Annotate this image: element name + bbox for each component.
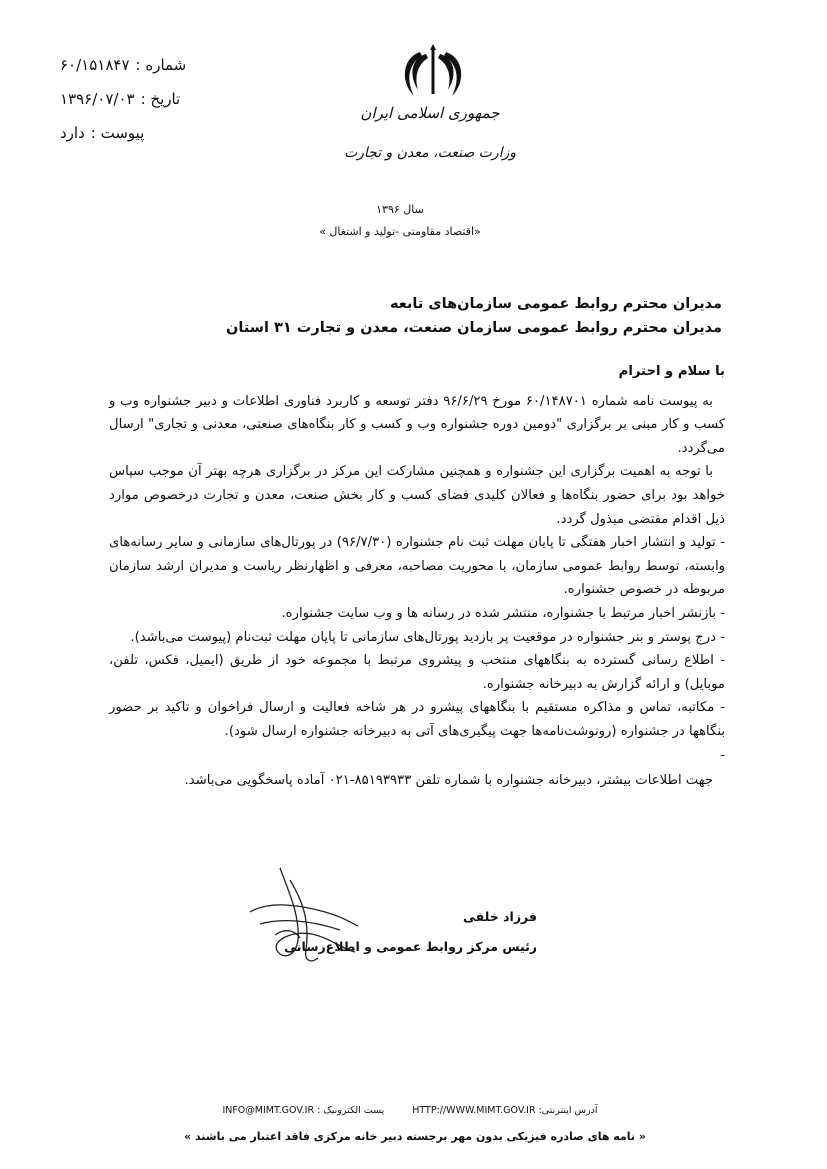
bullet-5: - مکاتبه، تماس و مذاکره مستقیم با بنگاههای پیشرو در هر شاخه فعالیت و ارسال فراخوان و تاکید بر حضور بنگاهها در جشنواره (رونوشت‌نامه‌ها جهت پیگیری‌های آتی به دبیرخانه جشنواره ارسال شود). [109, 700, 725, 739]
ministry-name: وزارت صنعت، معدن و تجارت [343, 145, 517, 161]
bullet-4: - اطلاع رسانی گسترده به بنگاههای منتخب و پیشروی مرتبط با مجموعه خود از طریق (ایمیل، فکس، تلفن، موبایل) و ارائه گزارش به دبیرخانه جشنواره. [109, 653, 725, 692]
letter-number-row [60, 48, 230, 82]
footer-contact [150, 1105, 670, 1116]
letter-attachment-row [60, 116, 230, 150]
bullet-6: - [720, 747, 725, 763]
footer-email [222, 1105, 384, 1116]
paragraph-2: با توجه به اهمیت برگزاری این جشنواره و همچنین مشارکت این مرکز در برگزاری هرچه بهتر آن موجب سپاس خواهد بود برای حضور بنگاه‌ها و فعالان کلیدی فضای کسب و کار بخش صنعت، معدن و تجارت درخصوص موارد ذیل اقدام مقتضی مبذول گردد. [109, 464, 725, 527]
date-value: ۱۳۹۶/۰۷/۰۳ [60, 90, 135, 108]
bullet-1: - تولید و انتشار اخبار هفتگی تا پایان مهلت ثبت نام جشنواره (۹۶/۷/۳۰) در پورتال‌های سازمانی و سایر رسانه‌های وابسته، توسط روابط عمومی سازمان، با محوریت مصاحبه، معرفی و اظهارنظر ریاست و مدیران ارشد سازمان مربوطه در خصوص جشنواره. [109, 535, 725, 598]
number-value: ۶۰/۱۵۱۸۴۷ [60, 56, 130, 74]
date-label: تاریخ : [140, 90, 181, 108]
number-label: شماره : [135, 56, 187, 74]
closing-line: جهت اطلاعات بیشتر، دبیرخانه جشنواره با شماره تلفن ۸۵۱۹۳۹۳۳-۰۲۱ آماده پاسخگویی می‌باشد. [184, 773, 713, 789]
letter-date-row [60, 82, 230, 116]
greeting: با سلام و احترام [618, 364, 725, 379]
footer-web [412, 1105, 597, 1116]
recipients [122, 292, 722, 340]
recipient-line-2: مدیران محترم روابط عمومی سازمان صنعت، معدن و تجارت ۳۱ استان [226, 320, 722, 336]
web-value: HTTP://WWW.MIMT.GOV.IR [412, 1105, 536, 1116]
attachment-label: پیوست : [90, 124, 145, 142]
signer-name: فرزاد خلفی [463, 909, 537, 924]
bullet-2: - بازنشر اخبار مرتبط با جشنواره، منتشر شده در رسانه ها و وب سایت جشنواره. [281, 605, 725, 621]
year-motto: سال ۱۳۹۶ [376, 203, 424, 216]
email-label: پست الکترونیک : [317, 1105, 385, 1116]
country-name: جمهوری اسلامی ایران [360, 104, 500, 122]
bullet-3: - درج پوستر و بنر جشنواره در موقعیت پر بازدید پورتال‌های سازمانی تا پایان مهلت ثبت‌نام (پیوست می‌باشد). [130, 629, 725, 645]
letter-body [109, 360, 725, 793]
email-value: INFO@MIMT.GOV.IR [222, 1105, 315, 1116]
recipient-line-1: مدیران محترم روابط عمومی سازمان‌های تابعه [389, 296, 722, 312]
iran-emblem-icon [398, 40, 468, 100]
web-label: آدرس اینترنتی: [538, 1105, 598, 1116]
letter-meta [60, 48, 230, 150]
year-slogan: «اقتصاد مقاومتی -تولید و اشتغال » [319, 225, 481, 238]
attachment-value: دارد [60, 124, 85, 142]
footer-note: « نامه های صادره فیزیکی بدون مهر برجسته دبیر خانه مرکزی فاقد اعتبار می باشند » [184, 1130, 646, 1143]
signer-title: رئیس مرکز روابط عمومی و اطلاع‌رسانی [284, 939, 537, 954]
paragraph-1: به پیوست نامه شماره ۶۰/۱۴۸۷۰۱ مورخ ۹۶/۶/۲۹ دفتر توسعه و کاربرد فناوری اطلاعات و دبیر جشنواره وب و کسب و کار مبنی بر برگزاری "دومین دوره جشنواره وب و کسب و کار بنگاه‌های صنعتی، معدنی و تجاری" ارسال می‌گردد. [109, 393, 725, 456]
signer-block [277, 902, 537, 962]
